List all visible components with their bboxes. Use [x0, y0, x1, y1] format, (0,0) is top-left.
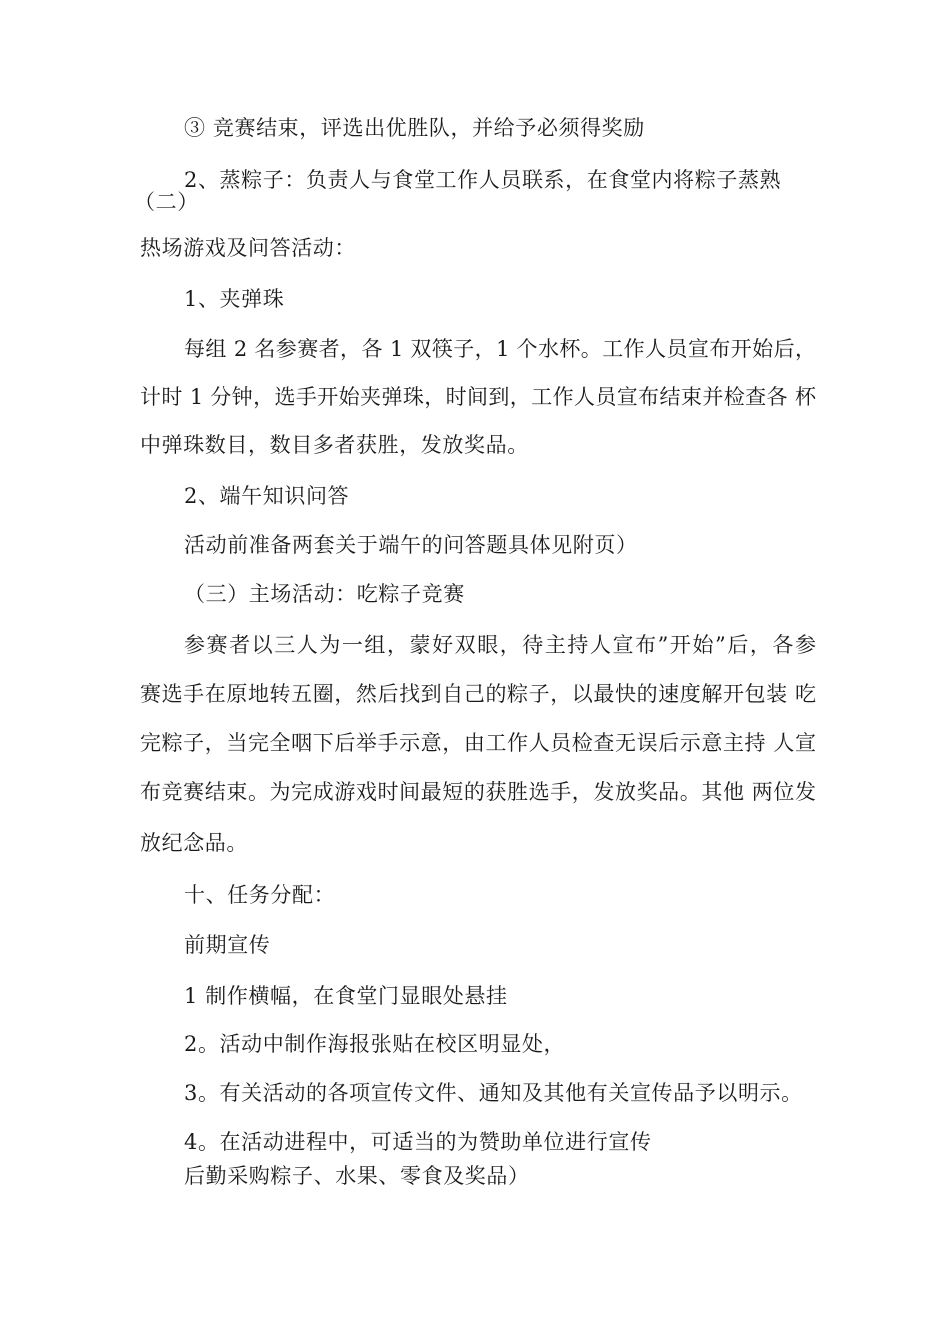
text-line-18: 前期宣传 — [184, 933, 271, 957]
text-line-11: （三）主场活动：吃粽子竞赛 — [184, 582, 465, 606]
text-line-3: （二） — [134, 190, 199, 214]
text-line-7: 计时 1 分钟，选手开始夹弹珠，时间到，工作人员宣布结束并检查各 杯 — [140, 385, 816, 409]
text-line-1: ③ 竞赛结束，评选出优胜队，并给予必须得奖励 — [184, 116, 645, 140]
text-line-5: 1、夹弹珠 — [184, 287, 285, 311]
text-line-4: 热场游戏及问答活动： — [140, 236, 356, 260]
text-line-9: 2、端午知识问答 — [184, 484, 350, 508]
text-line-21: 3。有关活动的各项宣传文件、通知及其他有关宣传品予以明示。 — [184, 1081, 803, 1105]
text-line-16: 放纪念品。 — [140, 831, 248, 855]
text-line-20: 2。活动中制作海报张贴在校区明显处， — [184, 1032, 566, 1056]
text-line-6: 每组 2 名参赛者，各 1 双筷子，1 个水杯。工作人员宣布开始后， — [184, 337, 816, 361]
text-line-17: 十、任务分配： — [184, 883, 336, 907]
text-line-12: 参赛者以三人为一组，蒙好双眼，待主持人宣布”开始”后，各参 — [184, 633, 816, 657]
text-line-10: 活动前准备两套关于端午的问答题具体见附页） — [184, 533, 638, 557]
text-line-22: 4。在活动进程中，可适当的为赞助单位进行宣传 — [184, 1130, 652, 1154]
text-line-23: 后勤采购粽子、水果、零食及奖品） — [184, 1164, 530, 1188]
text-line-8: 中弹珠数目，数目多者获胜，发放奖品。 — [140, 433, 529, 457]
text-line-15: 布竞赛结束。为完成游戏时间最短的获胜选手，发放奖品。其他 两位发 — [140, 780, 816, 804]
text-line-13: 赛选手在原地转五圈，然后找到自己的粽子，以最快的速度解开包装 吃 — [140, 682, 816, 706]
text-line-2: 2、蒸粽子：负责人与食堂工作人员联系，在食堂内将粽子蒸熟 — [184, 168, 782, 192]
text-line-19: 1 制作横幅，在食堂门显眼处悬挂 — [184, 984, 508, 1008]
text-line-14: 完粽子，当完全咽下后举手示意，由工作人员检查无误后示意主持 人宣 — [140, 731, 816, 755]
